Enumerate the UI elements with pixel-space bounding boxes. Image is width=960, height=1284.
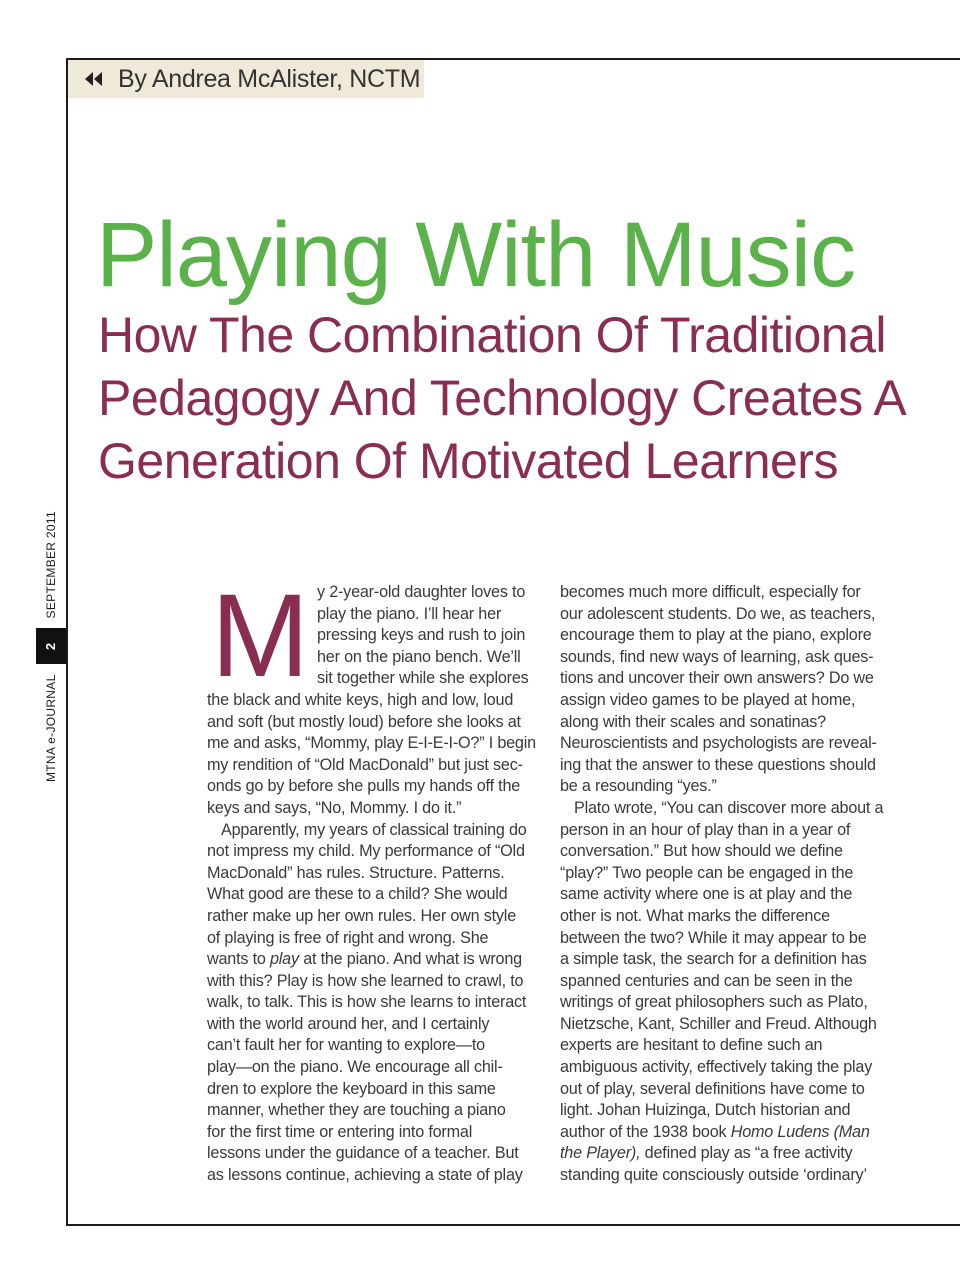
body-line: play the piano. I’ll hear her [317,604,502,623]
article-subtitle [98,304,918,493]
body-line [560,1122,896,1144]
body-line: as lessons continue, achieving a state of play [207,1166,523,1185]
book-title: Homo Ludens (Man [730,1122,870,1141]
rewind-icon [84,72,106,86]
article-title: Playing With Music [96,204,856,306]
body-line: sounds, find new ways of learning, ask ques- [560,647,874,666]
body-line: ambiguous activity, effectively taking the play [560,1058,873,1077]
body-line: my rendition of “Old MacDonald” but just sec- [207,755,523,774]
body-line: encourage them to play at the piano, explore [560,626,872,645]
subtitle-line: Pedagogy And Technology Creates A [98,370,907,426]
author-byline: By Andrea McAlister, NCTM [118,64,421,93]
body-line: assign video games to be played at home, [560,690,856,709]
body-line: “play?” Two people can be engaged in the [560,863,854,882]
body-line: Nietzsche, Kant, Schiller and Freud. Although [560,1014,877,1033]
body-line: her on the piano bench. We’ll [317,647,521,666]
body-line: out of play, several definitions have come to [560,1079,865,1098]
body-line: with this? Play is how she learned to crawl, to [207,971,524,990]
body-line: MacDonald” has rules. Structure. Patterns. [207,863,505,882]
body-line: What good are these to a child? She would [207,885,508,904]
body-line: person in an hour of play than in a year of [560,820,851,839]
body-line: ing that the answer to these questions should [560,755,876,774]
body-text: author of the 1938 book [560,1122,731,1141]
body-line: dren to explore the keyboard in this same [207,1079,496,1098]
body-line: lessons under the guidance of a teacher. But [207,1144,519,1163]
body-line [207,949,543,971]
subtitle-line: How The Combination Of Traditional [98,307,887,363]
body-line: conversation.” But how should we define [560,842,843,861]
page-number: 2 [36,628,66,664]
body-line: between the two? While it may appear to be [560,928,867,947]
body-line: and soft (but mostly loud) before she looks at [207,712,521,731]
page-sidebar [36,500,66,790]
body-line: writings of great philosophers such as Plato, [560,993,868,1012]
body-text: defined play as “a free activity [640,1144,853,1163]
body-line: play—on the piano. We encourage all chil- [207,1058,503,1077]
body-line: of playing is free of right and wrong. She [207,928,489,947]
issue-date: SEPTEMBER 2011 [44,511,58,619]
body-line: sit together while she explores [317,669,529,688]
body-column-left [207,570,543,1187]
body-line: the black and white keys, high and low, loud [207,690,514,709]
frame-bottom-rule [66,1224,960,1226]
body-line: y 2-year-old daughter loves to [317,583,526,601]
body-line: experts are hesitant to define such an [560,1036,823,1055]
body-line: rather make up her own rules. Her own style [207,906,516,925]
body-line: standing quite consciously outside ‘ordinary’ [560,1166,867,1185]
body-text: wants to [207,950,270,969]
body-line [560,1143,896,1165]
body-line: spanned centuries and can be seen in the [560,971,853,990]
body-line: with the world around her, and I certainly [207,1014,490,1033]
body-line: Apparently, my years of classical training do [221,820,527,839]
body-line: can’t fault her for wanting to explore—to [207,1036,485,1055]
body-line: walk, to talk. This is how she learns to interact [207,993,527,1012]
drop-cap: M [211,570,310,702]
body-line: along with their scales and sonatinas? [560,712,826,731]
body-line: tions and uncover their own answers? Do we [560,669,874,688]
body-line: be a resounding “yes.” [560,777,717,796]
subtitle-line: Generation Of Motivated Learners [98,433,838,489]
frame-left-rule [66,58,68,1226]
byline-banner [68,60,424,98]
journal-name: MTNA e-JOURNAL [44,674,58,782]
book-title: the Player), [560,1144,641,1163]
body-line: same activity where one is at play and the [560,885,853,904]
body-line: not impress my child. My performance of “Old [207,842,525,861]
body-line: onds go by before she pulls my hands off the [207,777,521,796]
body-line: a simple task, the search for a definition has [560,950,867,969]
body-column-right [560,582,896,1187]
body-line: Plato wrote, “You can discover more about a [574,798,884,817]
body-line: for the first time or entering into formal [207,1122,473,1141]
body-line: manner, whether they are touching a piano [207,1101,506,1120]
body-line: becomes much more difficult, especially for [560,583,861,601]
emphasis-text: play [269,950,299,969]
body-line: pressing keys and rush to join [317,626,526,645]
body-line: me and asks, “Mommy, play E-I-E-I-O?” I begin [207,734,536,753]
body-line: other is not. What marks the difference [560,906,830,925]
body-line: our adolescent students. Do we, as teachers, [560,604,876,623]
body-line: keys and says, “No, Mommy. I do it.” [207,798,462,817]
body-line: light. Johan Huizinga, Dutch historian and [560,1101,851,1120]
body-text: at the piano. And what is wrong [298,950,522,969]
body-line: Neuroscientists and psychologists are reveal- [560,734,877,753]
